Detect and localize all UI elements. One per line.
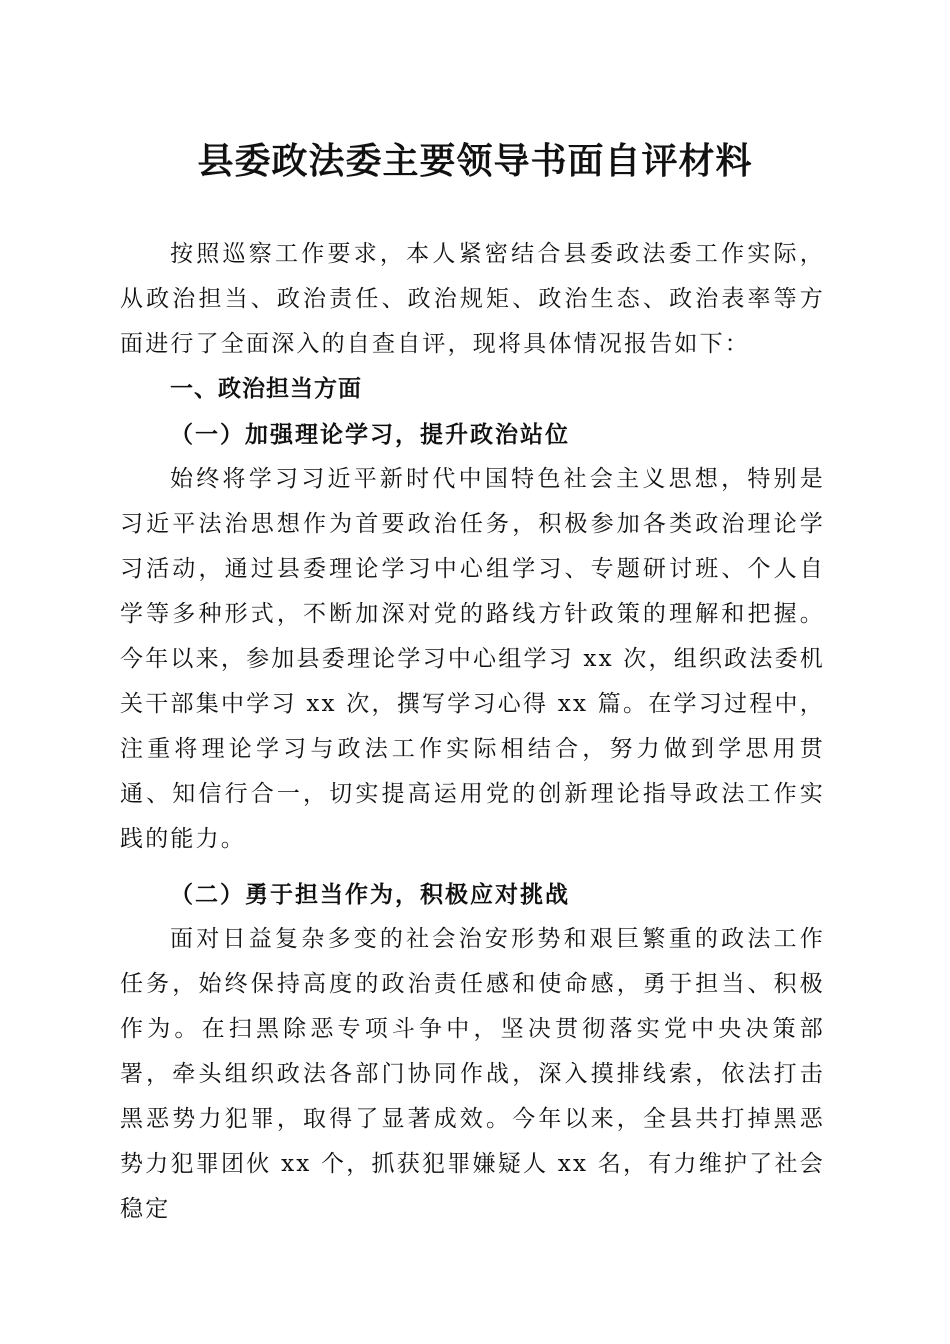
- subsection-body-2: 面对日益复杂多变的社会治安形势和艰巨繁重的政法工作任务，始终保持高度的政治责任感和使命感，勇于担当、积极作为。在扫黑除恶专项斗争中，坚决贯彻落实党中央决策部署，牵头组织政法各部门协同作战，深入摸排线索，依法打击黑恶势力犯罪，取得了显著成效。今年以来，全县共打掉黑恶势力犯罪团伙 xx 个，抓获犯罪嫌疑人 xx 名，有力维护了社会稳定: [120, 926, 825, 1222]
- subsection-heading-1: （一）加强理论学习，提升政治站位: [170, 421, 570, 448]
- subsection-body-1: 始终将学习习近平新时代中国特色社会主义思想，特别是习近平法治思想作为首要政治任务，积极参加各类政治理论学习活动，通过县委理论学习中心组学习、专题研讨班、个人自学等多种形式，不断加深对党的路线方针政策的理解和把握。今年以来，参加县委理论学习中心组学习 xx 次，组织政法委机关干部集中学习 xx 次，撰写学习心得 xx 篇。在学习过程中，注重将理论学习与政法工作实际相结合，努力做到学思用贯通、知信行合一，切实提高运用党的创新理论指导政法工作实践的能力。: [120, 466, 825, 852]
- document-body: [120, 232, 825, 1232]
- section-heading-1: 一、政治担当方面: [170, 376, 362, 402]
- document-title: 县委政法委主要领导书面自评材料: [197, 140, 753, 182]
- subsection-heading-2: （二）勇于担当作为，积极应对挑战: [170, 881, 570, 908]
- intro-paragraph: 按照巡察工作要求，本人紧密结合县委政法委工作实际，从政治担当、政治责任、政治规矩、政治生态、政治表率等方面进行了全面深入的自查自评，现将具体情况报告如下：: [120, 241, 825, 357]
